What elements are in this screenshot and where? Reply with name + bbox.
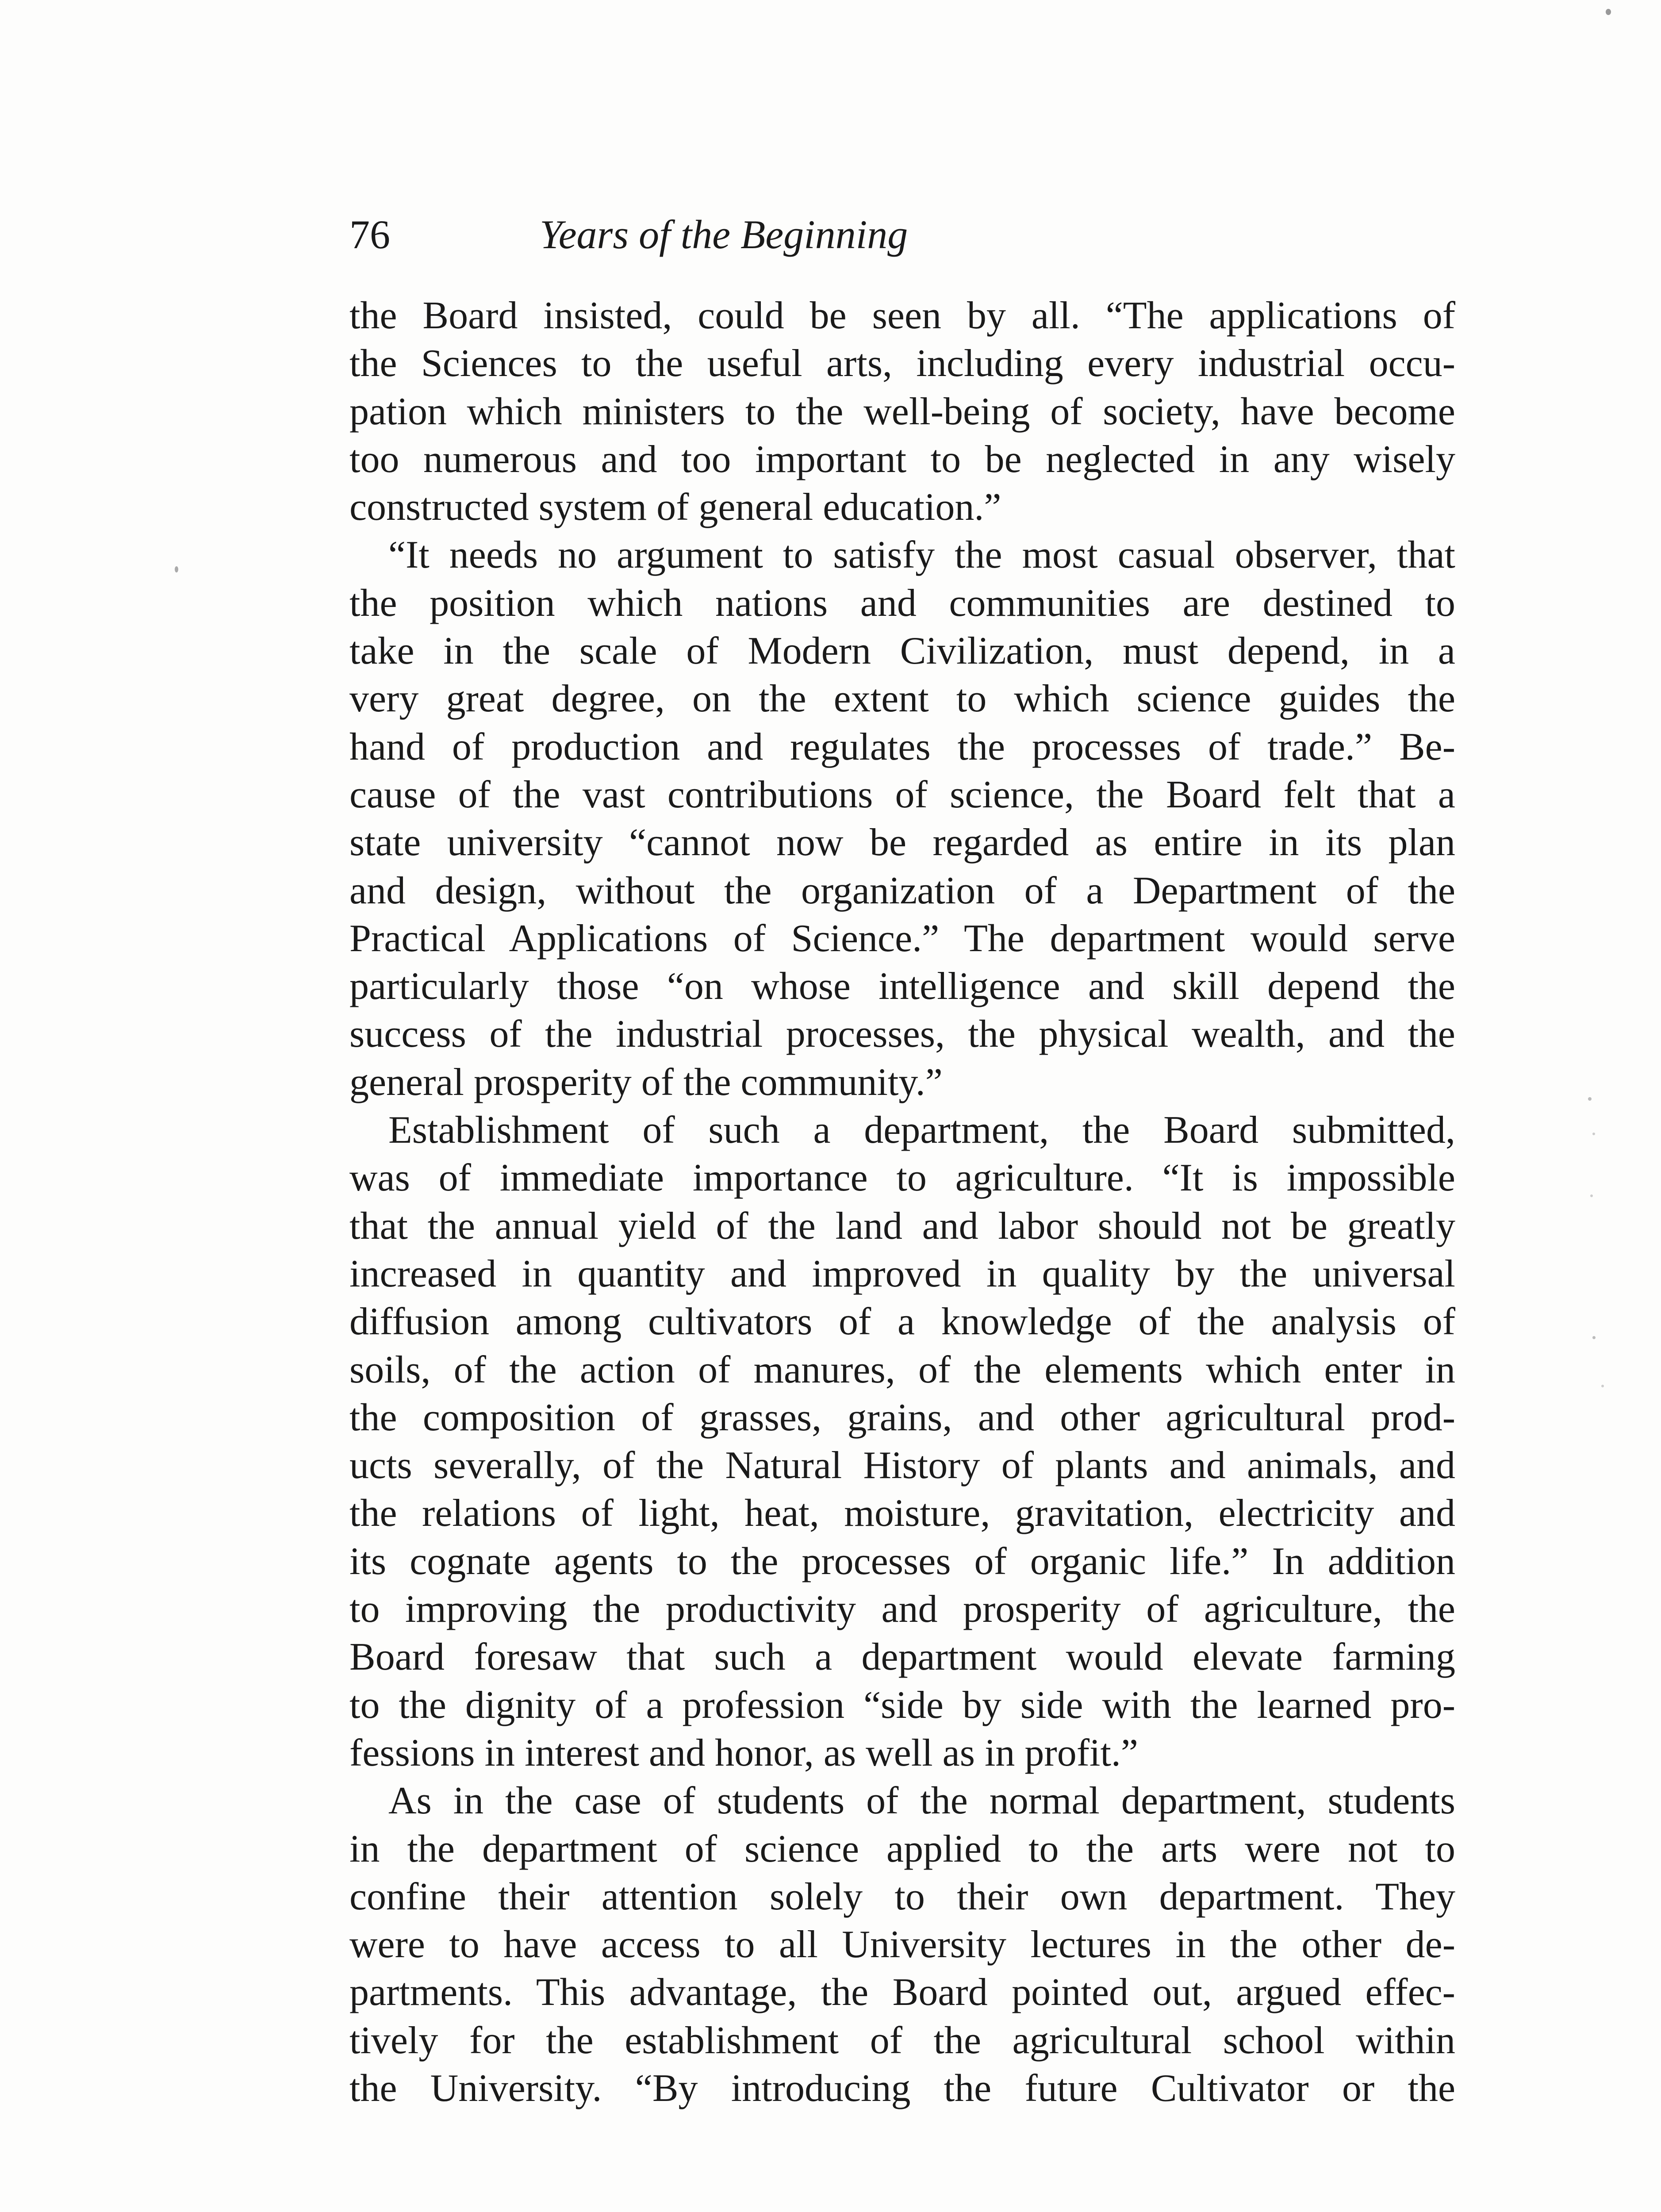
text-line: was of immediate importance to agriculture. “It is impossible	[349, 1156, 1455, 1200]
text-line: increased in quantity and improved in quality by the universal	[349, 1252, 1455, 1295]
text-line: were to have access to all University lectures in the other de-	[349, 1923, 1455, 1966]
page-number: 76	[349, 212, 390, 257]
text-line: the composition of grasses, grains, and other agricultural prod-	[349, 1396, 1455, 1439]
text-line: general prosperity of the community.”	[349, 1060, 943, 1104]
text-line: the Sciences to the useful arts, including every industrial occu-	[349, 342, 1455, 385]
text-line: the Board insisted, could be seen by all. “The applications of	[349, 294, 1455, 337]
text-line: hand of production and regulates the processes of trade.” Be-	[349, 725, 1455, 768]
text-line: in the department of science applied to the arts were not to	[349, 1827, 1455, 1870]
scan-speck	[175, 566, 178, 572]
text-line: tively for the establishment of the agricultural school within	[349, 2019, 1455, 2062]
text-line: the relations of light, heat, moisture, gravitation, electricity and	[349, 1492, 1455, 1535]
text-line: take in the scale of Modern Civilization, must depend, in a	[349, 630, 1455, 673]
text-line: soils, of the action of manures, of the elements which enter in	[349, 1348, 1455, 1391]
text-line: partments. This advantage, the Board pointed out, argued effec-	[349, 1971, 1455, 2014]
text-line: diffusion among cultivators of a knowledge of the analysis of	[349, 1300, 1455, 1344]
scan-speck	[1592, 1336, 1596, 1339]
text-line: very great degree, on the extent to which science guides the	[349, 677, 1455, 721]
text-line: cause of the vast contributions of science, the Board felt that a	[349, 773, 1455, 816]
text-line: state university “cannot now be regarded as entire in its plan	[349, 821, 1455, 864]
scan-speck	[1590, 1194, 1593, 1197]
text-line: fessions in interest and honor, as well as in profit.”	[349, 1731, 1138, 1774]
text-line: that the annual yield of the land and labor should not be greatly	[349, 1204, 1455, 1248]
text-line: pation which ministers to the well-being of society, have become	[349, 390, 1455, 433]
text-line: too numerous and too important to be neglected in any wisely	[349, 438, 1455, 481]
text-line: particularly those “on whose intelligence and skill depend the	[349, 965, 1455, 1008]
page-header	[349, 208, 1146, 270]
body-text	[349, 292, 1455, 2112]
text-line: its cognate agents to the processes of organic life.” In addition	[349, 1540, 1455, 1583]
scan-speck	[1588, 1097, 1592, 1101]
text-line: confine their attention solely to their own department. They	[349, 1875, 1455, 1918]
text-line: ucts severally, of the Natural History of plants and animals, and	[349, 1444, 1455, 1487]
text-line: Practical Applications of Science.” The department would serve	[349, 917, 1455, 960]
text-line: and design, without the organization of a Department of the	[349, 869, 1455, 912]
text-line: to the dignity of a profession “side by side with the learned pro-	[349, 1683, 1455, 1727]
text-line: Establishment of such a department, the Board submitted,	[388, 1109, 1455, 1152]
text-line: to improving the productivity and prosperity of agriculture, the	[349, 1588, 1455, 1631]
scan-speck	[1592, 1133, 1595, 1135]
text-line: “It needs no argument to satisfy the most casual observer, that	[388, 534, 1455, 577]
text-line: success of the industrial processes, the physical wealth, and the	[349, 1013, 1455, 1056]
text-line: Board foresaw that such a department would elevate farming	[349, 1636, 1455, 1679]
text-line: As in the case of students of the normal department, students	[388, 1779, 1455, 1823]
text-line: the position which nations and communities are destined to	[349, 581, 1455, 625]
scan-speck	[1601, 1385, 1604, 1387]
scan-speck	[1606, 9, 1611, 15]
text-line: the University. “By introducing the future Cultivator or the	[349, 2066, 1455, 2110]
text-line: constructed system of general education.”	[349, 486, 1001, 529]
running-head: Years of the Beginning	[540, 212, 908, 257]
